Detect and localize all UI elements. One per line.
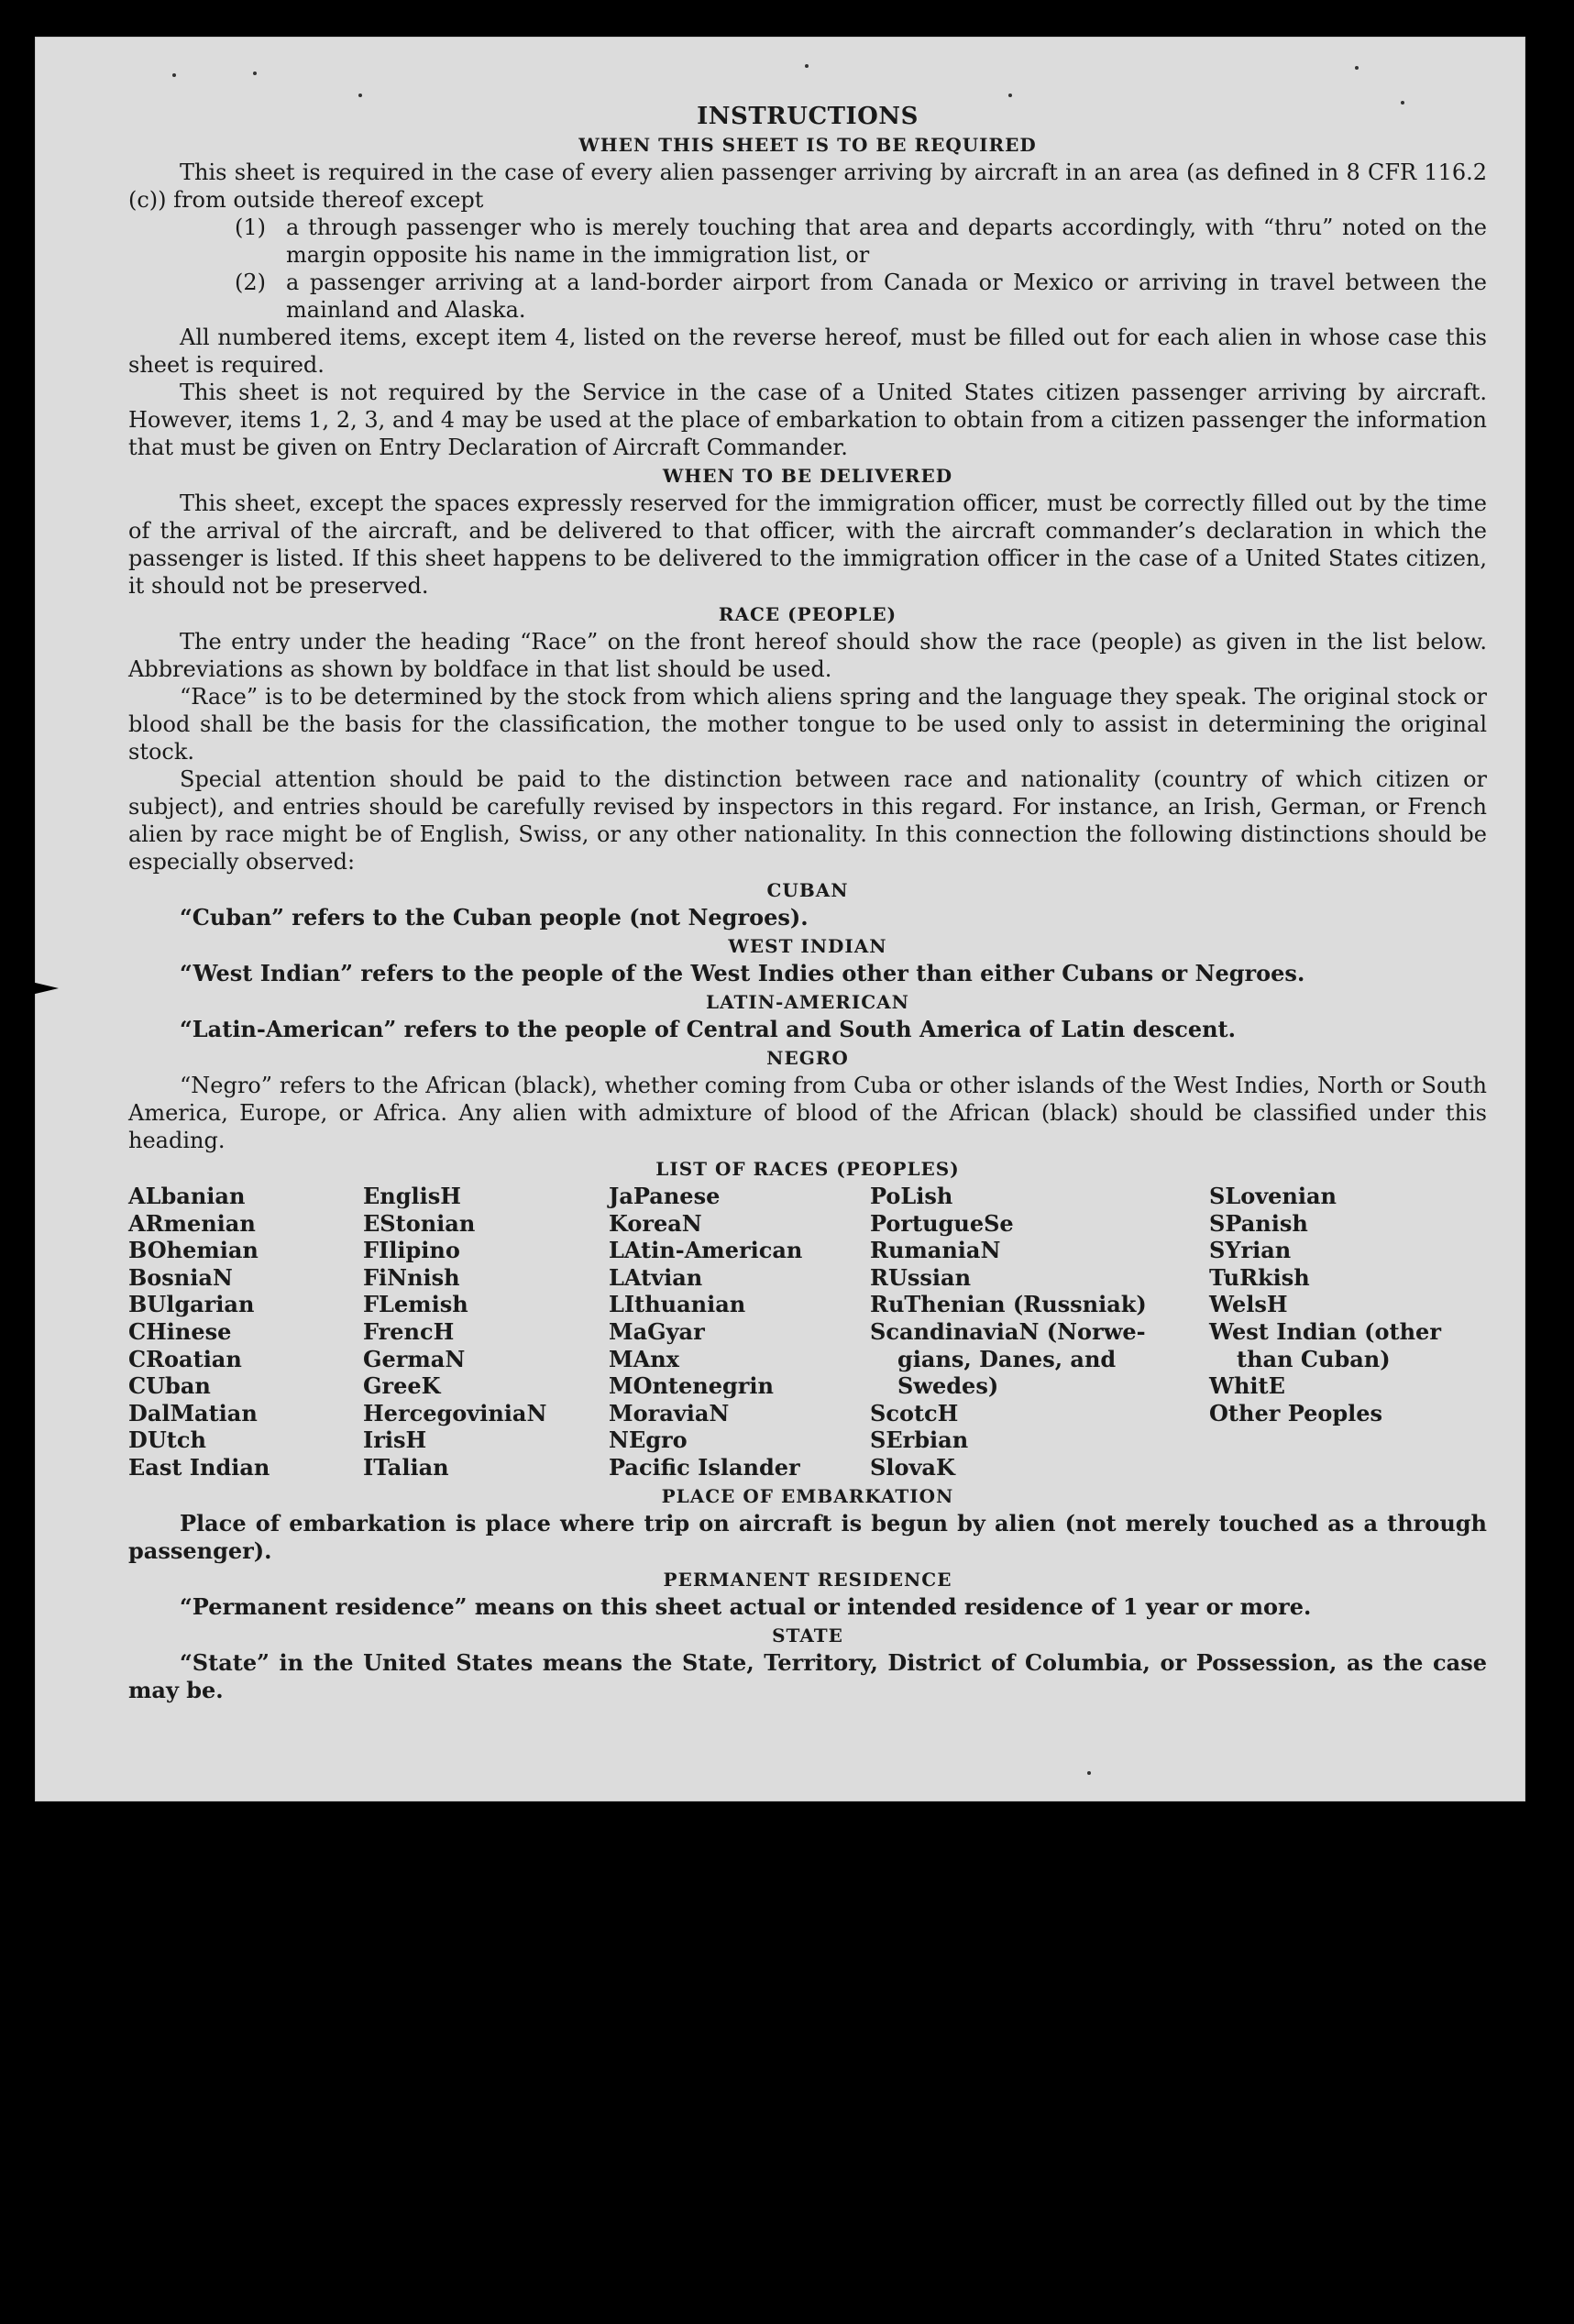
paragraph: Place of embarkation is place where trip on aircraft is begun by alien (not merely touched as a through passenger). <box>128 1509 1487 1564</box>
section-heading: STATE <box>772 1624 843 1647</box>
race-entry: gians, Danes, and <box>897 1345 1117 1372</box>
race-column <box>609 1183 870 1481</box>
section-heading: PERMANENT RESIDENCE <box>663 1568 952 1591</box>
item-number: (2) <box>235 270 266 295</box>
section-heading: LIST OF RACES (PEOPLES) <box>655 1158 960 1180</box>
race-entry: IrisH <box>363 1426 427 1454</box>
speck <box>1008 94 1012 97</box>
race-entry: KoreaN <box>609 1209 702 1237</box>
race-entry: MOntenegrin <box>609 1372 774 1400</box>
race-entry: LAtin-American <box>609 1237 803 1264</box>
race-column <box>128 1183 363 1481</box>
race-entry: Other Peoples <box>1209 1399 1383 1426</box>
race-entry: BosniaN <box>128 1263 233 1291</box>
paper-tear <box>28 981 59 996</box>
race-entry: ScotcH <box>870 1399 959 1426</box>
race-entry: FLemish <box>363 1291 468 1318</box>
race-entry: PortugueSe <box>870 1209 1014 1237</box>
section-heading: LATIN-AMERICAN <box>706 991 909 1013</box>
race-entry: JaPanese <box>609 1183 721 1209</box>
speck <box>1087 1771 1091 1775</box>
race-entry: FrencH <box>363 1317 455 1345</box>
section-heading: WEST INDIAN <box>728 935 887 957</box>
race-entry: than Cuban) <box>1237 1345 1391 1372</box>
section-heading: PLACE OF EMBARKATION <box>661 1484 954 1507</box>
race-entry: MaGyar <box>609 1317 705 1345</box>
definition: “Cuban” refers to the Cuban people (not Negroes). <box>180 904 809 931</box>
definition: “Permanent residence” means on this sheet actual or intended residence of 1 year or more. <box>180 1592 1312 1620</box>
race-entry: DalMatian <box>128 1399 258 1426</box>
race-entry: LAtvian <box>609 1263 703 1291</box>
race-entry: SErbian <box>870 1426 969 1454</box>
instructions-content <box>128 103 1487 1704</box>
race-column <box>870 1183 1209 1481</box>
document-sheet <box>35 37 1525 1801</box>
speck <box>1355 66 1359 70</box>
race-entry: FIlipino <box>363 1237 460 1264</box>
race-list <box>128 1183 1487 1481</box>
race-entry: EStonian <box>363 1209 476 1237</box>
definition: “West Indian” refers to the people of the West Indies other than either Cubans or Negroes. <box>180 960 1305 986</box>
race-entry: BUlgarian <box>128 1291 255 1318</box>
paragraph: “State” in the United States means the State, Territory, District of Columbia, or Possession, as the case may be. <box>128 1648 1487 1703</box>
paragraph: All numbered items, except item 4, listed on the reverse hereof, must be filled out for each alien in whose case this sheet is required. <box>128 325 1487 378</box>
item-number: (1) <box>235 215 266 240</box>
race-entry: East Indian <box>128 1453 270 1481</box>
race-column <box>363 1183 609 1481</box>
section-heading: RACE (PEOPLE) <box>718 603 897 625</box>
race-entry: West Indian (other <box>1209 1317 1441 1345</box>
race-entry: RUssian <box>870 1263 972 1291</box>
race-entry: WhitE <box>1209 1372 1285 1400</box>
race-entry: DUtch <box>128 1426 206 1454</box>
race-entry: SLovenian <box>1209 1183 1337 1209</box>
speck <box>172 73 176 77</box>
race-column <box>1209 1183 1475 1481</box>
race-entry: ALbanian <box>128 1183 246 1209</box>
section-heading: WHEN THIS SHEET IS TO BE REQUIRED <box>578 134 1037 156</box>
race-entry: WelsH <box>1209 1291 1288 1318</box>
definition: “Latin-American” refers to the people of Central and South America of Latin descent. <box>180 1016 1236 1042</box>
section-heading: CUBAN <box>766 879 849 901</box>
paragraph: The entry under the heading “Race” on the front hereof should show the race (people) as given in the list below. Abbreviations as shown by boldface in that list should be used. <box>128 629 1487 682</box>
race-entry: Pacific Islander <box>609 1453 800 1481</box>
list-item <box>128 269 1487 324</box>
race-entry: NEgro <box>609 1426 688 1454</box>
paragraph: This sheet is not required by the Service in the case of a United States citizen passenger arriving by aircraft. However, items 1, 2, 3, and 4 may be used at the place of embarkation to obtain from a citizen passenger the information that must be given on Entry Declaration of Aircraft Commander. <box>128 380 1487 460</box>
race-entry: GermaN <box>363 1345 466 1372</box>
speck <box>805 64 809 68</box>
race-entry: EnglisH <box>363 1183 461 1209</box>
section-heading: NEGRO <box>766 1047 849 1069</box>
race-entry: ScandinaviaN (Norwe- <box>870 1317 1146 1345</box>
paragraph: Special attention should be paid to the distinction between race and nationality (country of which citizen or subject), and entries should be carefully revised by inspectors in this regard. For instance, an Irish, German, or French alien by race might be of English, Swiss, or any other nationality. In this connection the following distinctions should be especially observed: <box>128 766 1487 875</box>
speck <box>358 94 362 97</box>
race-entry: SPanish <box>1209 1209 1308 1237</box>
race-entry: HercegoviniaN <box>363 1399 547 1426</box>
race-entry: Swedes) <box>897 1372 999 1400</box>
paragraph: This sheet is required in the case of every alien passenger arriving by aircraft in an area (as defined in 8 CFR 116.2 (c)) from outside thereof except <box>128 160 1487 213</box>
race-entry: BOhemian <box>128 1237 259 1264</box>
race-entry: PoLish <box>870 1183 953 1209</box>
race-entry: ITalian <box>363 1453 449 1481</box>
race-entry: CUban <box>128 1372 211 1400</box>
speck <box>253 72 257 75</box>
race-entry: GreeK <box>363 1372 441 1400</box>
race-entry: TuRkish <box>1209 1263 1310 1291</box>
race-entry: ARmenian <box>128 1209 256 1237</box>
race-entry: CRoatian <box>128 1345 242 1372</box>
list-item <box>128 214 1487 269</box>
race-entry: FiNnish <box>363 1263 460 1291</box>
section-heading: WHEN TO BE DELIVERED <box>662 465 953 487</box>
item-text: a passenger arriving at a land-border airport from Canada or Mexico or arriving in travel between the mainland and Alaska. <box>286 270 1487 323</box>
race-entry: SYrian <box>1209 1237 1292 1264</box>
race-entry: RumaniaN <box>870 1237 1001 1264</box>
race-entry: SlovaK <box>870 1453 955 1481</box>
race-entry: RuThenian (Russniak) <box>870 1291 1147 1318</box>
race-entry: LIthuanian <box>609 1291 746 1318</box>
paragraph: “Race” is to be determined by the stock from which aliens spring and the language they speak. The original stock or blood shall be the basis for the classification, the mother tongue to be used only to assist in determining the original stock. <box>128 684 1487 765</box>
paragraph: This sheet, except the spaces expressly reserved for the immigration officer, must be correctly filled out by the time of the arrival of the aircraft, and be delivered to that officer, with the aircraft commander’s declaration in which the passenger is listed. If this sheet happens to be delivered to the immigration officer in the case of a United States citizen, it should not be preserved. <box>128 490 1487 599</box>
race-entry: MoraviaN <box>609 1399 730 1426</box>
race-entry: MAnx <box>609 1345 679 1372</box>
item-text: a through passenger who is merely touching that area and departs accordingly, with “thru” noted on the margin opposite his name in the immigration list, or <box>286 215 1487 268</box>
page-title: INSTRUCTIONS <box>697 103 919 130</box>
paragraph: “Negro” refers to the African (black), whether coming from Cuba or other islands of the West Indies, North or South America, Europe, or Africa. Any alien with admixture of blood of the African (black) should be classified under this heading. <box>128 1073 1487 1153</box>
race-entry: CHinese <box>128 1317 232 1345</box>
